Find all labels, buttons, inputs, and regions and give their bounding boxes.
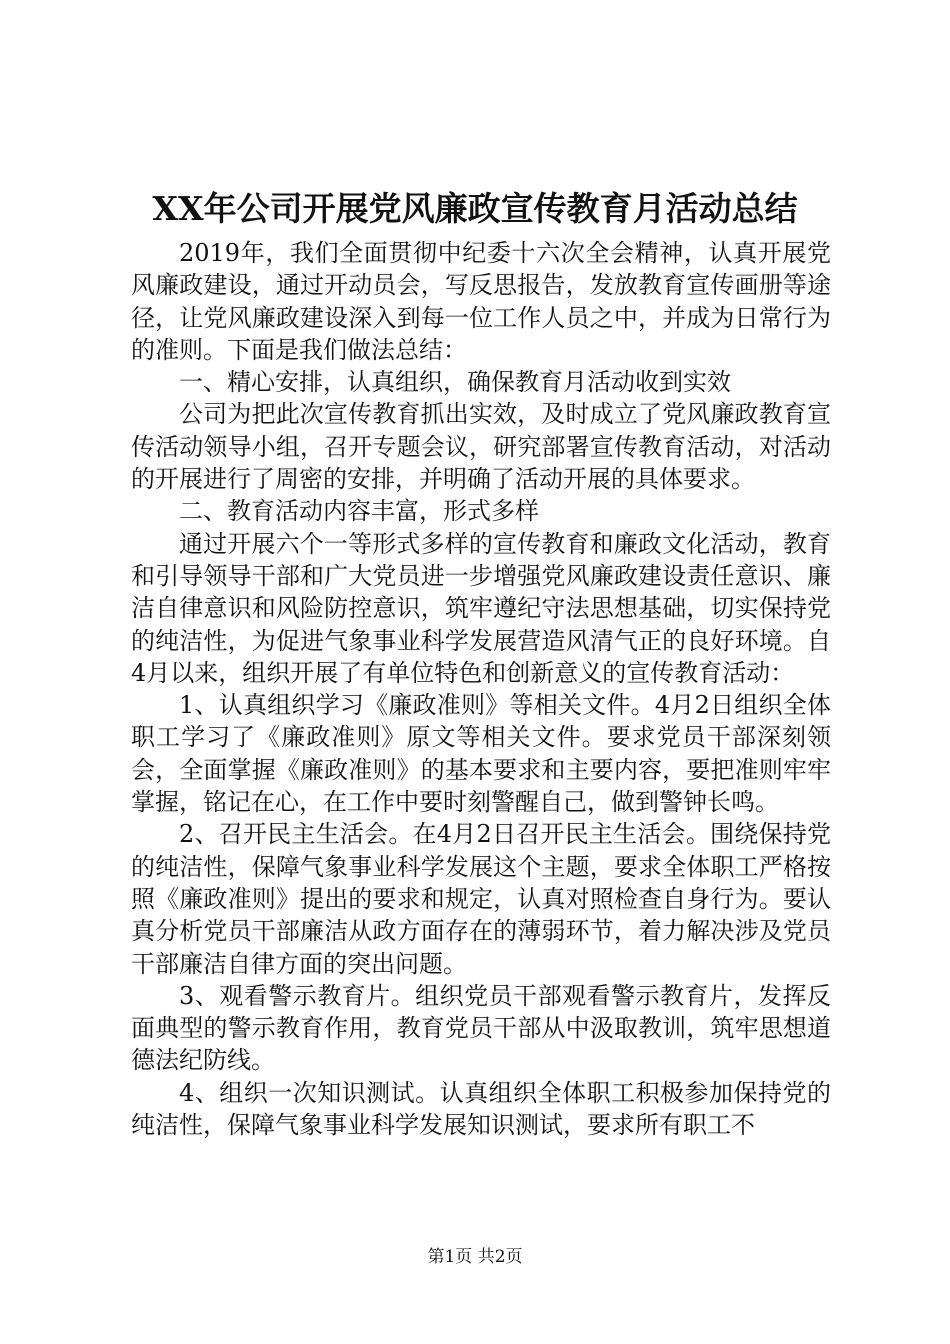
paragraph-item-2: 2、召开民主生活会。在4月2日召开民主生活会。围绕保持党的纯洁性，保障气象事业科学发展这个主题，要求全体职工严格按照《廉政准则》提出的要求和规定，认真对照检查自身行为。要认真分析党员干部廉洁从政方面存在的薄弱环节，着力解决涉及党员干部廉洁自律方面的突出问题。 (131, 820, 831, 978)
paragraph-intro: 2019年，我们全面贯彻中纪委十六次全会精神，认真开展党风廉政建设，通过开动员会，写反思报告，发放教育宣传画册等途径，让党风廉政建设深入到每一位工作人员之中，并成为日常行为的准则。下面是我们做法总结： (131, 239, 831, 364)
section-heading-2: 二、教育活动内容丰富，形式多样 (179, 497, 539, 526)
paragraph-section-1: 公司为把此次宣传教育抓出实效，及时成立了党风廉政教育宣传活动领导小组，召开专题会议，研究部署宣传教育活动，对活动的开展进行了周密的安排，并明确了活动开展的具体要求。 (131, 400, 831, 494)
paragraph-item-3: 3、观看警示教育片。组织党员干部观看警示教育片，发挥反面典型的警示教育作用，教育党员干部从中汲取教训，筑牢思想道德法纪防线。 (131, 981, 831, 1075)
section-heading-1: 一、精心安排，认真组织，确保教育月活动收到实效 (179, 368, 731, 397)
page-number-footer: 第1页 共2页 (427, 1247, 523, 1267)
document-title: XX年公司开展党风廉政宣传教育月活动总结 (152, 189, 798, 228)
document-body (131, 237, 831, 1141)
paragraph-section-2: 通过开展六个一等形式多样的宣传教育和廉政文化活动，教育和引导领导干部和广大党员进一步增强党风廉政建设责任意识、廉洁自律意识和风险防控意识，筑牢遵纪守法思想基础，切实保持党的纯洁性，为促进气象事业科学发展营造风清气正的良好环境。自4月以来，组织开展了有单位特色和创新意义的宣传教育活动： (131, 529, 831, 687)
paragraph-item-4: 4、组织一次知识测试。认真组织全体职工积极参加保持党的纯洁性，保障气象事业科学发展知识测试，要求所有职工不 (131, 1078, 831, 1140)
paragraph-item-1: 1、认真组织学习《廉政准则》等相关文件。4月2日组织全体职工学习了《廉政准则》原文等相关文件。要求党员干部深刻领会，全面掌握《廉政准则》的基本要求和主要内容，要把准则牢牢掌握，铭记在心，在工作中要时刻警醒自己，做到警钟长鸣。 (131, 691, 831, 817)
